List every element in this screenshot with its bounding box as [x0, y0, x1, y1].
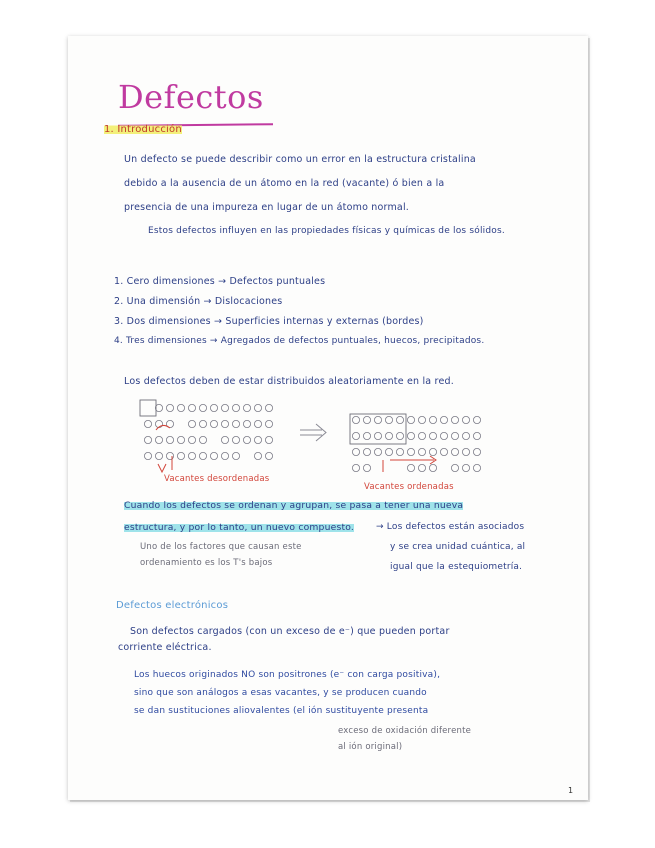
lattice-atom: [166, 436, 173, 443]
lattice-atom: [407, 464, 414, 471]
section-heading-text: 1. Introducción: [104, 124, 182, 135]
lattice-atom: [199, 420, 206, 427]
lattice-atom: [232, 420, 239, 427]
electronic-p2-cont-2: al ión original): [338, 742, 403, 752]
label-ordered-vacancies: Vacantes ordenadas: [364, 482, 454, 492]
lattice-atom: [374, 432, 381, 439]
lattice-atom: [407, 448, 414, 455]
lattice-atom: [363, 432, 370, 439]
lattice-atom: [440, 416, 447, 423]
lattice-atom: [177, 404, 184, 411]
intro-p4-line-1: [124, 500, 463, 511]
lattice-atom: [188, 404, 195, 411]
lattice-atom: [221, 420, 228, 427]
lattice-atom: [473, 448, 480, 455]
intro-p4-aside-1: → Los defectos están asociados: [376, 522, 525, 532]
lattice-atom: [363, 448, 370, 455]
lattice-atom: [265, 436, 272, 443]
lattice-atom: [473, 432, 480, 439]
lattice-atom: [407, 416, 414, 423]
lattice-atom: [407, 432, 414, 439]
lattice-atom: [221, 436, 228, 443]
label-disordered-vacancies: Vacantes desordenadas: [164, 474, 270, 484]
lattice-atom: [429, 432, 436, 439]
lattice-atom: [221, 404, 228, 411]
lattice-atom: [451, 464, 458, 471]
vacancy-checkmark: [158, 464, 166, 472]
intro-p2: Estos defectos influyen en las propiedades físicas y químicas de los sólidos.: [148, 226, 505, 236]
section-heading-defectos-electronicos: Defectos electrónicos: [116, 600, 229, 611]
disordered-lattice: [140, 400, 273, 472]
lattice-atom: [243, 420, 250, 427]
intro-p4-aside-3: igual que la estequiometría.: [390, 562, 523, 572]
lattice-atom: [451, 448, 458, 455]
lattice-atom: [462, 432, 469, 439]
highlighted-text: estructura, y por lo tanto, un nuevo compuesto.: [124, 522, 355, 533]
highlighted-text: Cuando los defectos se ordenan y agrupan, se pasa a tener una nueva: [124, 500, 464, 511]
electronic-p2-line-1: Los huecos originados NO son positrones (e⁻ con carga positiva),: [134, 670, 441, 680]
lattice-atom: [232, 452, 239, 459]
dim-list-item-3: 3. Dos dimensiones → Superficies internas y externas (bordes): [114, 316, 424, 327]
lattice-atom: [429, 448, 436, 455]
lattice-atom: [210, 404, 217, 411]
lattice-atom: [440, 448, 447, 455]
lattice-atom: [210, 420, 217, 427]
vacancy-lattice-diagram: [128, 394, 538, 480]
lattice-atom: [374, 416, 381, 423]
intro-p3: Los defectos deben de estar distribuidos aleatoriamente en la red.: [124, 376, 454, 387]
lattice-atom: [243, 404, 250, 411]
lattice-atom: [254, 404, 261, 411]
lattice-atom: [352, 416, 359, 423]
intro-p4-line-2: [124, 522, 354, 533]
lattice-atom: [418, 464, 425, 471]
lattice-atom: [188, 452, 195, 459]
lattice-atom: [451, 416, 458, 423]
lattice-atom: [155, 436, 162, 443]
lattice-atom: [254, 420, 261, 427]
electronic-p2-line-2: sino que son análogos a esas vacantes, y se producen cuando: [134, 688, 427, 698]
vacancy-arrow-curve: [156, 425, 170, 430]
lattice-atom: [254, 436, 261, 443]
lattice-atom: [177, 452, 184, 459]
note-line-1: Uno de los factores que causan este: [140, 542, 302, 552]
lattice-atom: [210, 452, 217, 459]
lattice-atom: [265, 452, 272, 459]
transition-arrow: [300, 424, 326, 441]
lattice-atom: [418, 416, 425, 423]
lattice-atom: [385, 432, 392, 439]
page-title: Defectos: [118, 78, 264, 116]
lattice-atom: [166, 404, 173, 411]
lattice-atom: [232, 404, 239, 411]
lattice-atom: [385, 416, 392, 423]
lattice-atom: [451, 432, 458, 439]
lattice-atom: [462, 448, 469, 455]
lattice-atom: [440, 432, 447, 439]
lattice-atom: [363, 464, 370, 471]
lattice-atom: [166, 452, 173, 459]
vacancy-marker-box: [140, 400, 156, 416]
lattice-atom: [385, 448, 392, 455]
electronic-p2-line-3: se dan sustituciones aliovalentes (el ión sustituyente presenta: [134, 706, 429, 716]
notebook-page: [68, 36, 588, 800]
lattice-atom: [429, 464, 436, 471]
lattice-atom: [188, 436, 195, 443]
lattice-atom: [352, 464, 359, 471]
lattice-atom: [396, 448, 403, 455]
lattice-atom: [144, 452, 151, 459]
lattice-atom: [352, 448, 359, 455]
lattice-atom: [221, 452, 228, 459]
intro-p1-line-1: Un defecto se puede describir como un error en la estructura cristalina: [124, 154, 476, 165]
intro-p4-aside-2: y se crea unidad cuántica, al: [390, 542, 526, 552]
lattice-atom: [429, 416, 436, 423]
lattice-atom: [243, 436, 250, 443]
lattice-atom: [199, 436, 206, 443]
ordered-lattice: [350, 414, 481, 472]
lattice-atom: [199, 404, 206, 411]
electronic-p1-line-2: corriente eléctrica.: [118, 642, 212, 653]
lattice-atom: [199, 452, 206, 459]
lattice-atom: [396, 432, 403, 439]
lattice-atom: [254, 452, 261, 459]
lattice-atom: [155, 452, 162, 459]
note-line-2: ordenamiento es los T's bajos: [140, 558, 273, 568]
page-number: 1: [568, 786, 574, 795]
lattice-atom: [374, 448, 381, 455]
lattice-atom: [144, 436, 151, 443]
lattice-atom: [462, 464, 469, 471]
lattice-atom: [462, 416, 469, 423]
electronic-p1-line-1: Son defectos cargados (con un exceso de e⁻) que pueden portar: [130, 626, 450, 637]
dim-list-item-2: 2. Una dimensión → Dislocaciones: [114, 296, 283, 307]
lattice-atom: [265, 420, 272, 427]
lattice-atom: [144, 420, 151, 427]
electronic-p2-cont-1: exceso de oxidación diferente: [338, 726, 472, 736]
dim-list-item-4: 4. Tres dimensiones → Agregados de defectos puntuales, huecos, precipitados.: [114, 336, 485, 346]
dim-list-item-1: 1. Cero dimensiones → Defectos puntuales: [114, 276, 326, 287]
lattice-atom: [363, 416, 370, 423]
section-heading-introduccion: [104, 124, 182, 135]
lattice-atom: [232, 436, 239, 443]
lattice-atom: [418, 432, 425, 439]
lattice-atom: [396, 416, 403, 423]
lattice-atom: [418, 448, 425, 455]
lattice-atom: [177, 436, 184, 443]
lattice-atom: [265, 404, 272, 411]
lattice-atom: [155, 404, 162, 411]
lattice-atom: [352, 432, 359, 439]
intro-p1-line-3: presencia de una impureza en lugar de un átomo normal.: [124, 202, 410, 213]
intro-p1-line-2: debido a la ausencia de un átomo en la red (vacante) ó bien a la: [124, 178, 445, 189]
lattice-atom: [188, 420, 195, 427]
lattice-atom: [473, 464, 480, 471]
lattice-atom: [473, 416, 480, 423]
